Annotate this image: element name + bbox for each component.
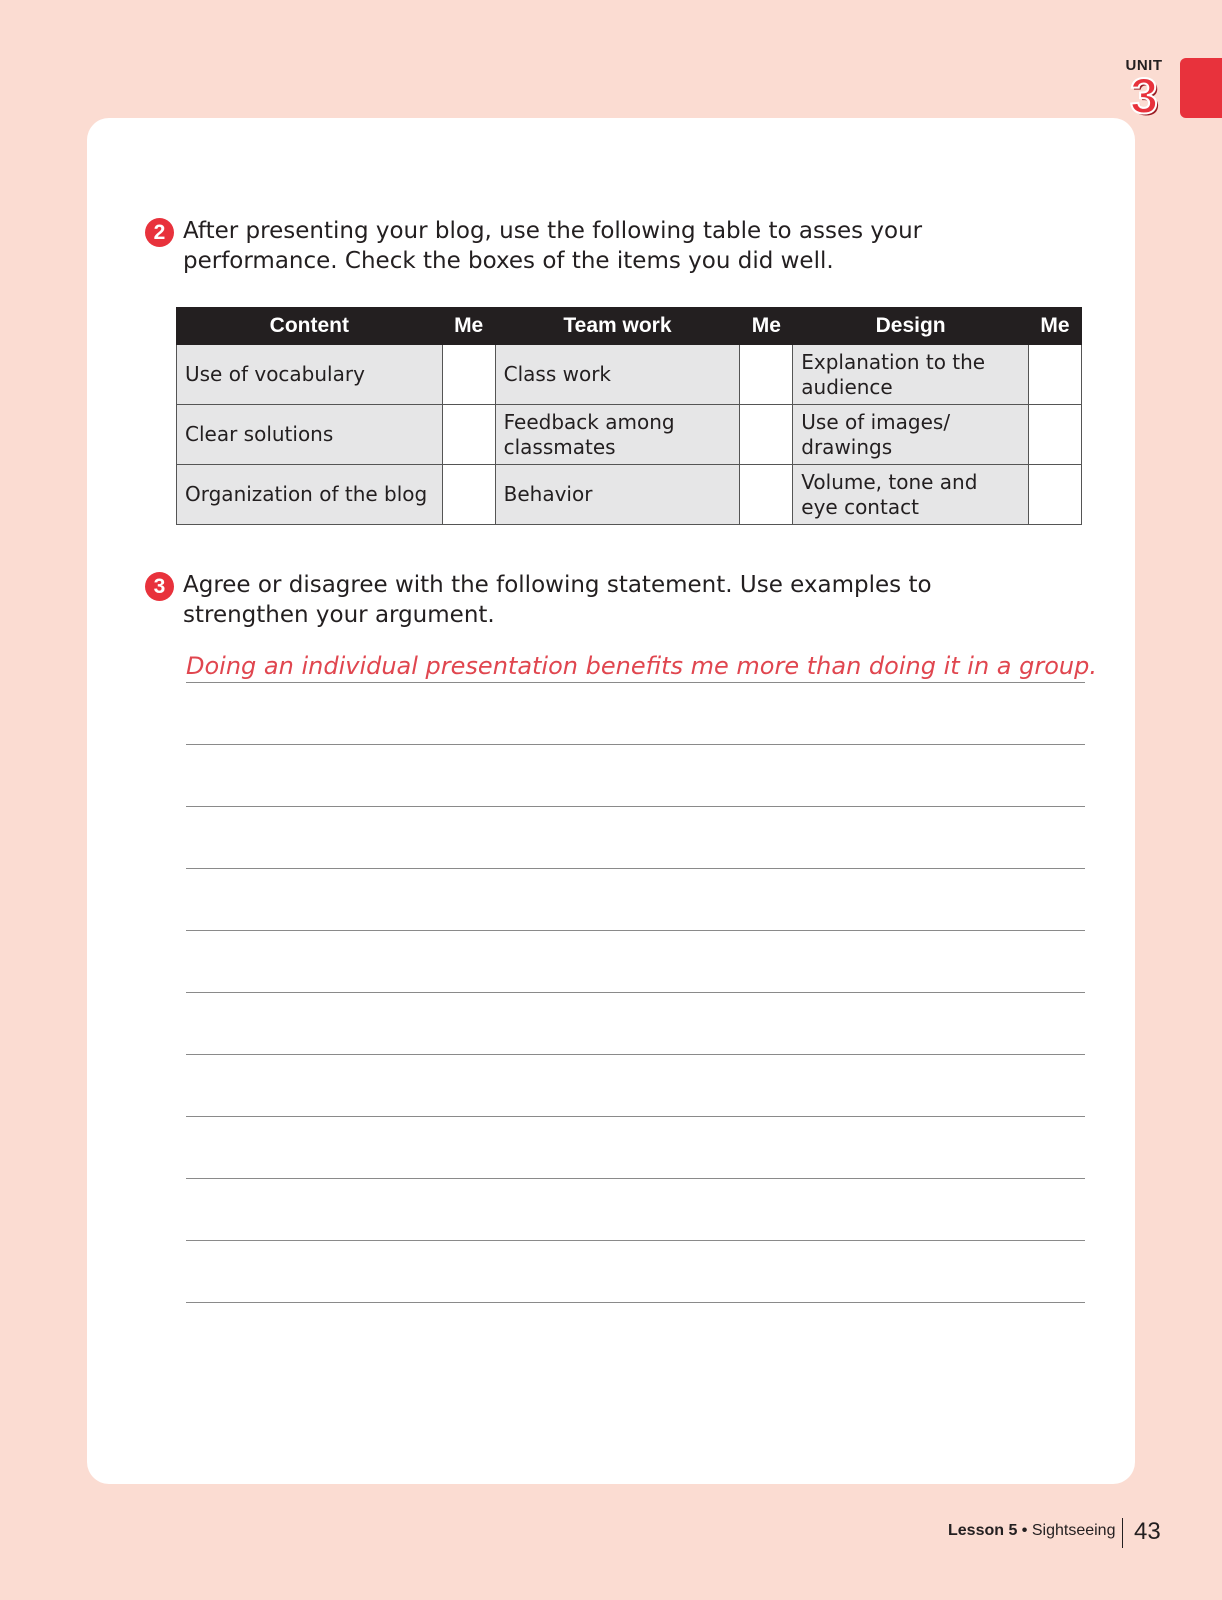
footer-lesson-info — [948, 1522, 1115, 1540]
exercise-3-instruction: Agree or disagree with the following statement. Use examples to strengthen your argument. — [183, 572, 932, 628]
table-cell: Behavior — [495, 465, 740, 525]
writing-line[interactable] — [186, 1054, 1085, 1055]
table-cell: Organization of the blog — [177, 465, 443, 525]
unit-tab — [1180, 58, 1222, 118]
unit-number: 3 — [1130, 68, 1158, 124]
writing-line[interactable] — [186, 682, 1085, 683]
check-box[interactable] — [1029, 345, 1082, 405]
exercise-number-badge: 3 — [145, 572, 174, 601]
writing-line[interactable] — [186, 868, 1085, 869]
table-cell: Use of images/ drawings — [793, 405, 1029, 465]
check-box[interactable] — [442, 405, 495, 465]
writing-line[interactable] — [186, 1178, 1085, 1179]
check-box[interactable] — [442, 465, 495, 525]
check-box[interactable] — [442, 345, 495, 405]
table-cell: Class work — [495, 345, 740, 405]
footer-separator: • — [1017, 1522, 1032, 1539]
writing-line[interactable] — [186, 806, 1085, 807]
table-cell: Volume, tone and eye contact — [793, 465, 1029, 525]
writing-line[interactable] — [186, 930, 1085, 931]
footer-divider — [1122, 1518, 1123, 1548]
check-box[interactable] — [1029, 465, 1082, 525]
writing-line[interactable] — [186, 744, 1085, 745]
statement-text: Doing an individual presentation benefits me more than doing it in a group. — [186, 652, 1097, 680]
table-cell: Clear solutions — [177, 405, 443, 465]
check-box[interactable] — [740, 345, 793, 405]
page-number: 43 — [1134, 1518, 1161, 1545]
header-me: Me — [442, 308, 495, 345]
self-assessment-table — [176, 307, 1082, 525]
exercise-3 — [145, 570, 1045, 630]
check-box[interactable] — [740, 405, 793, 465]
header-me: Me — [740, 308, 793, 345]
unit-label: UNIT — [1125, 57, 1163, 74]
header-me: Me — [1029, 308, 1082, 345]
table-row — [177, 465, 1082, 525]
table-row — [177, 405, 1082, 465]
writing-line[interactable] — [186, 1116, 1085, 1117]
check-box[interactable] — [740, 465, 793, 525]
table-row — [177, 345, 1082, 405]
footer-lesson: Lesson 5 — [948, 1522, 1018, 1539]
table-cell: Feedback among classmates — [495, 405, 740, 465]
table-header-row — [177, 308, 1082, 345]
exercise-2 — [145, 216, 1045, 276]
header-team-work: Team work — [495, 308, 740, 345]
table-cell: Explanation to the audience — [793, 345, 1029, 405]
writing-line[interactable] — [186, 992, 1085, 993]
footer-topic: Sightseeing — [1031, 1522, 1116, 1539]
writing-line[interactable] — [186, 1302, 1085, 1303]
writing-line[interactable] — [186, 1240, 1085, 1241]
header-content: Content — [177, 308, 443, 345]
exercise-2-instruction: After presenting your blog, use the following table to asses your performance. Check the boxes of the items you did well. — [183, 218, 923, 274]
check-box[interactable] — [1029, 405, 1082, 465]
exercise-number-badge: 2 — [145, 218, 174, 247]
table-cell: Use of vocabulary — [177, 345, 443, 405]
header-design: Design — [793, 308, 1029, 345]
